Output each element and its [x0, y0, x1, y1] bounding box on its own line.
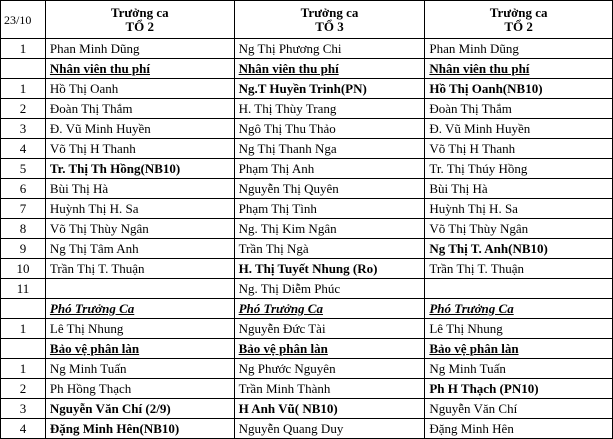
table-row — [1, 179, 613, 199]
table-row — [1, 99, 613, 119]
table-row — [1, 219, 613, 239]
row-number: 11 — [1, 279, 46, 299]
staff-name-cell: Huỳnh Thị H. Sa — [45, 199, 234, 219]
row-number — [1, 339, 46, 359]
staff-name-cell: Võ Thị Thùy Ngân — [425, 219, 613, 239]
row-number: 1 — [1, 359, 46, 379]
staff-name-cell: Ng.T Huyền Trinh(PN) — [234, 79, 425, 99]
staff-name-cell: Võ Thị H Thanh — [425, 139, 613, 159]
row-number: 7 — [1, 199, 46, 219]
row-number: 1 — [1, 79, 46, 99]
staff-name-cell: Nguyễn Quang Duy — [234, 419, 425, 439]
table-row — [1, 299, 613, 319]
schedule-body — [1, 1, 613, 439]
section-heading-cell: Nhân viên thu phí — [425, 59, 613, 79]
header-row — [1, 1, 613, 39]
staff-name-cell: Bùi Thị Hà — [45, 179, 234, 199]
row-number: 2 — [1, 99, 46, 119]
table-row — [1, 359, 613, 379]
row-number: 4 — [1, 139, 46, 159]
table-row — [1, 279, 613, 299]
staff-name-cell: Lê Thị Nhung — [45, 319, 234, 339]
table-row — [1, 39, 613, 59]
staff-name-cell: Nguyễn Văn Chí — [425, 399, 613, 419]
staff-name-cell: Ng Thị Tâm Anh — [45, 239, 234, 259]
section-heading-cell: Bảo vệ phân làn — [425, 339, 613, 359]
staff-name-cell: Ng Minh Tuấn — [425, 359, 613, 379]
staff-name-cell: Ng Minh Tuấn — [45, 359, 234, 379]
section-heading-cell: Phó Trưởng Ca — [234, 299, 425, 319]
row-number: 3 — [1, 399, 46, 419]
staff-name-cell: Ph Hồng Thạch — [45, 379, 234, 399]
table-row — [1, 319, 613, 339]
table-row — [1, 139, 613, 159]
row-number: 1 — [1, 39, 46, 59]
table-row — [1, 399, 613, 419]
staff-name-cell: Phan Minh Dũng — [425, 39, 613, 59]
table-row — [1, 259, 613, 279]
staff-name-cell: Hồ Thị Oanh — [45, 79, 234, 99]
row-number: 5 — [1, 159, 46, 179]
table-row — [1, 159, 613, 179]
section-heading-cell: Nhân viên thu phí — [234, 59, 425, 79]
staff-name-cell: Ng. Thị Kim Ngân — [234, 219, 425, 239]
table-row — [1, 59, 613, 79]
header-col-2-title: Trưởng ca — [300, 4, 359, 20]
staff-name-cell: H. Thị Tuyết Nhung (Ro) — [234, 259, 425, 279]
table-row — [1, 239, 613, 259]
staff-name-cell — [425, 279, 613, 299]
section-heading-cell: Bảo vệ phân làn — [234, 339, 425, 359]
row-number: 9 — [1, 239, 46, 259]
staff-name-cell: Phạm Thị Tình — [234, 199, 425, 219]
table-row — [1, 379, 613, 399]
staff-name-cell: Phan Minh Dũng — [45, 39, 234, 59]
section-heading-cell: Phó Trưởng Ca — [425, 299, 613, 319]
staff-name-cell: Tr. Thị Thúy Hồng — [425, 159, 613, 179]
staff-name-cell: Đ. Vũ Minh Huyền — [45, 119, 234, 139]
staff-name-cell — [45, 279, 234, 299]
staff-name-cell: Nguyễn Thị Quyên — [234, 179, 425, 199]
staff-name-cell: Huỳnh Thị H. Sa — [425, 199, 613, 219]
header-col-3 — [425, 1, 613, 39]
staff-name-cell: H Anh Vũ( NB10) — [234, 399, 425, 419]
row-number: 8 — [1, 219, 46, 239]
staff-name-cell: Ng Phước Nguyên — [234, 359, 425, 379]
staff-name-cell: Trần Thị Ngà — [234, 239, 425, 259]
date-cell: 23/10 — [1, 1, 46, 39]
header-col-2-team: TỔ 3 — [315, 18, 344, 34]
staff-name-cell: Đoàn Thị Thắm — [425, 99, 613, 119]
staff-name-cell: Nguyễn Đức Tài — [234, 319, 425, 339]
staff-name-cell: Bùi Thị Hà — [425, 179, 613, 199]
staff-name-cell: Lê Thị Nhung — [425, 319, 613, 339]
staff-name-cell: Đặng Minh Hên — [425, 419, 613, 439]
header-col-2 — [234, 1, 425, 39]
staff-name-cell: Đ. Vũ Minh Huyền — [425, 119, 613, 139]
staff-name-cell: Đoàn Thị Thắm — [45, 99, 234, 119]
row-number: 6 — [1, 179, 46, 199]
section-heading-cell: Phó Trưởng Ca — [45, 299, 234, 319]
table-row — [1, 339, 613, 359]
row-number: 10 — [1, 259, 46, 279]
row-number — [1, 59, 46, 79]
table-row — [1, 199, 613, 219]
row-number: 4 — [1, 419, 46, 439]
table-row — [1, 119, 613, 139]
staff-name-cell: Ng. Thị Diễm Phúc — [234, 279, 425, 299]
header-col-1 — [45, 1, 234, 39]
table-row — [1, 79, 613, 99]
staff-name-cell: Võ Thị H Thanh — [45, 139, 234, 159]
staff-name-cell: Ng Thị T. Anh(NB10) — [425, 239, 613, 259]
header-col-1-title: Trưởng ca — [110, 4, 169, 20]
staff-name-cell: Phạm Thị Anh — [234, 159, 425, 179]
staff-name-cell: Võ Thị Thùy Ngân — [45, 219, 234, 239]
header-col-1-team: TỔ 2 — [125, 18, 155, 34]
staff-name-cell: Ngô Thị Thu Thảo — [234, 119, 425, 139]
staff-name-cell: Trần Thị T. Thuận — [45, 259, 234, 279]
staff-name-cell: H. Thị Thùy Trang — [234, 99, 425, 119]
row-number — [1, 299, 46, 319]
staff-name-cell: Nguyễn Văn Chí (2/9) — [45, 399, 234, 419]
row-number: 3 — [1, 119, 46, 139]
table-row — [1, 419, 613, 439]
staff-name-cell: Trần Thị T. Thuận — [425, 259, 613, 279]
staff-name-cell: Đặng Minh Hên(NB10) — [45, 419, 234, 439]
staff-name-cell: Ng Thị Phương Chi — [234, 39, 425, 59]
staff-name-cell: Tr. Thị Th Hồng(NB10) — [45, 159, 234, 179]
staff-name-cell: Trần Minh Thành — [234, 379, 425, 399]
header-col-3-team: TỔ 2 — [504, 18, 533, 34]
row-number: 1 — [1, 319, 46, 339]
section-heading-cell: Bảo vệ phân làn — [45, 339, 234, 359]
staff-name-cell: Ph H Thạch (PN10) — [425, 379, 613, 399]
row-number: 2 — [1, 379, 46, 399]
staff-name-cell: Ng Thị Thanh Nga — [234, 139, 425, 159]
staff-name-cell: Hồ Thị Oanh(NB10) — [425, 79, 613, 99]
section-heading-cell: Nhân viên thu phí — [45, 59, 234, 79]
header-col-3-title: Trưởng ca — [489, 4, 548, 20]
